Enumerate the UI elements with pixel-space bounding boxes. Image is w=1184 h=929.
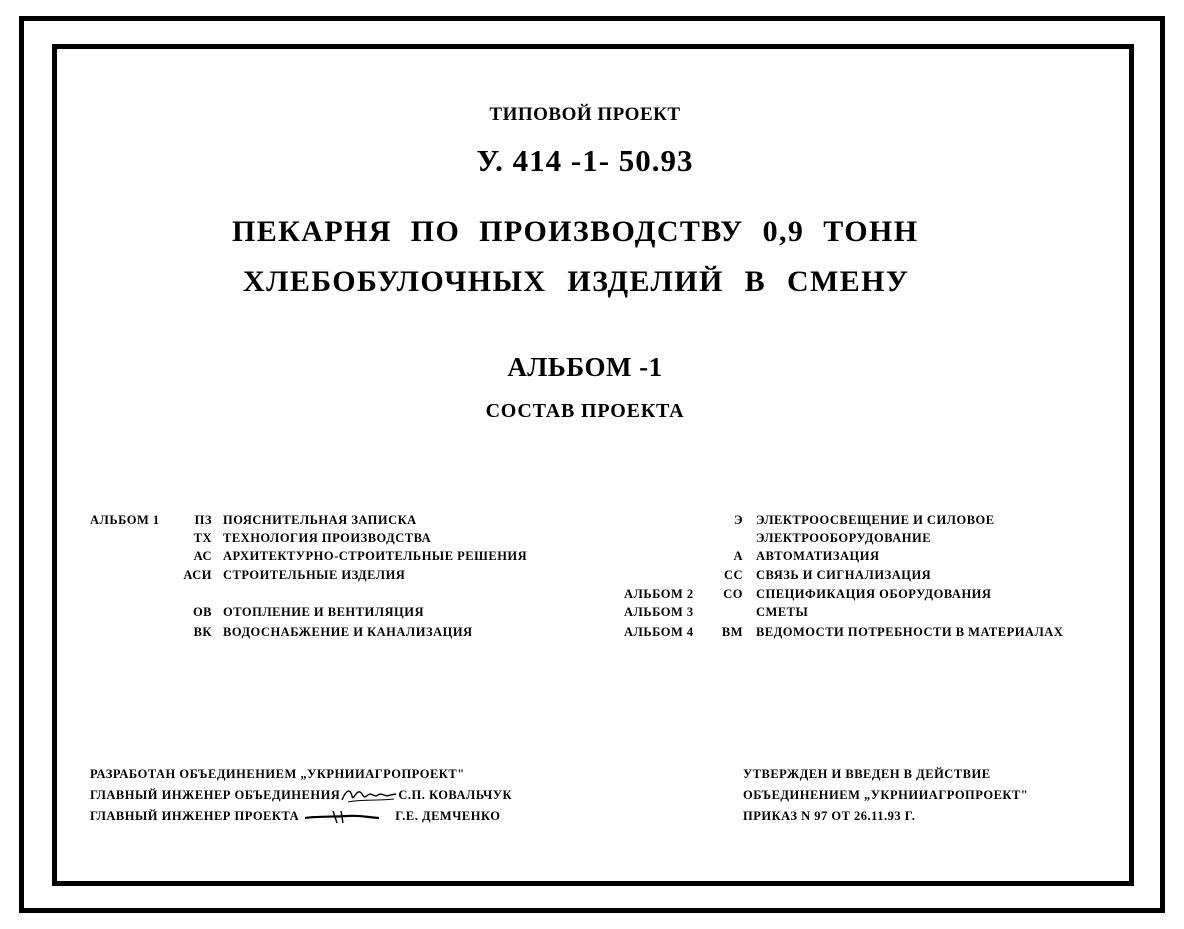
- chief-engineer-org: [90, 785, 560, 805]
- contents-row: [90, 547, 570, 565]
- developed-by: РАЗРАБОТАН ОБЪЕДИНЕНИЕМ „УКРНИИАГРОПРОЕКТ": [90, 767, 465, 781]
- signature-icon: [303, 807, 381, 827]
- order-line: ПРИКАЗ N 97 ОТ 26.11.93 Г.: [743, 809, 916, 823]
- section-label: СВЯЗЬ И СИГНАЛИЗАЦИЯ: [756, 568, 932, 582]
- section-label: ВОДОСНАБЖЕНИЕ И КАНАЛИЗАЦИЯ: [223, 625, 473, 639]
- chief-engineer-org-label: ГЛАВНЫЙ ИНЖЕНЕР ОБЪЕДИНЕНИЯ: [90, 788, 341, 802]
- album-number: АЛЬБОМ 3: [624, 605, 694, 619]
- contents-row: [624, 585, 1104, 603]
- section-code: ПЗ: [194, 513, 212, 527]
- section-code: СО: [723, 587, 743, 601]
- section-code: ВМ: [721, 625, 743, 639]
- album-number: АЛЬБОМ 1: [90, 513, 160, 527]
- section-code: АС: [193, 549, 212, 563]
- contents-row: [90, 529, 570, 547]
- section-code: ВК: [193, 625, 212, 639]
- section-code: ОВ: [192, 605, 212, 619]
- section-label: ЭЛЕКТРООБОРУДОВАНИЕ: [756, 531, 932, 545]
- section-code: АСИ: [183, 568, 212, 582]
- section-label: ПОЯСНИТЕЛЬНАЯ ЗАПИСКА: [223, 513, 417, 527]
- contents-row: [624, 547, 1104, 565]
- chief-engineer-project-name: Г.Е. ДЕМЧЕНКО: [395, 809, 501, 823]
- contents-row: [90, 623, 570, 641]
- section-code: ТХ: [193, 531, 212, 545]
- contents-row: [624, 511, 1104, 529]
- chief-engineer-project: [90, 806, 560, 826]
- contents-row: [90, 603, 570, 621]
- section-label: АВТОМАТИЗАЦИЯ: [756, 549, 880, 563]
- section-label: СПЕЦИФИКАЦИЯ ОБОРУДОВАНИЯ: [756, 587, 992, 601]
- section-label: СМЕТЫ: [756, 605, 809, 619]
- approved-line-2: ОБЪЕДИНЕНИЕМ „УКРНИИАГРОПРОЕКТ": [743, 788, 1029, 802]
- approved-line-1: УТВЕРЖДЕН И ВВЕДЕН В ДЕЙСТВИЕ: [743, 767, 991, 781]
- section-code: СС: [723, 568, 743, 582]
- signature-icon: [340, 786, 398, 806]
- section-label: СТРОИТЕЛЬНЫЕ ИЗДЕЛИЯ: [223, 568, 406, 582]
- section-label: ОТОПЛЕНИЕ И ВЕНТИЛЯЦИЯ: [223, 605, 425, 619]
- section-label: ТЕХНОЛОГИЯ ПРОИЗВОДСТВА: [223, 531, 432, 545]
- album-subtitle: СОСТАВ ПРОЕКТА: [485, 400, 685, 422]
- contents-row: [90, 511, 570, 529]
- title-line-1: ПЕКАРНЯ ПО ПРОИЗВОДСТВУ 0,9 ТОНН: [232, 215, 919, 248]
- project-code: У. 414 -1- 50.93: [476, 143, 694, 178]
- section-label: ЭЛЕКТРООСВЕЩЕНИЕ И СИЛОВОЕ: [756, 513, 995, 527]
- contents-row: [624, 603, 1104, 621]
- contents-row: [624, 566, 1104, 584]
- section-label: АРХИТЕКТУРНО-СТРОИТЕЛЬНЫЕ РЕШЕНИЯ: [223, 549, 528, 563]
- series-label: ТИПОВОЙ ПРОЕКТ: [489, 104, 681, 125]
- section-label: ВЕДОМОСТИ ПОТРЕБНОСТИ В МАТЕРИАЛАХ: [756, 625, 1064, 639]
- album-number: АЛЬБОМ 4: [624, 625, 694, 639]
- section-code: А: [733, 549, 743, 563]
- section-code: Э: [734, 513, 743, 527]
- chief-engineer-project-label: ГЛАВНЫЙ ИНЖЕНЕР ПРОЕКТА: [90, 809, 300, 823]
- contents-row: [90, 566, 570, 584]
- album-number: АЛЬБОМ 2: [624, 587, 694, 601]
- title-line-2: ХЛЕБОБУЛОЧНЫХ ИЗДЕЛИЙ В СМЕНУ: [243, 265, 910, 298]
- chief-engineer-org-name: С.П. КОВАЛЬЧУК: [398, 788, 513, 802]
- album-title: АЛЬБОМ -1: [507, 352, 663, 382]
- contents-row: [624, 623, 1104, 641]
- contents-row: [624, 529, 1104, 547]
